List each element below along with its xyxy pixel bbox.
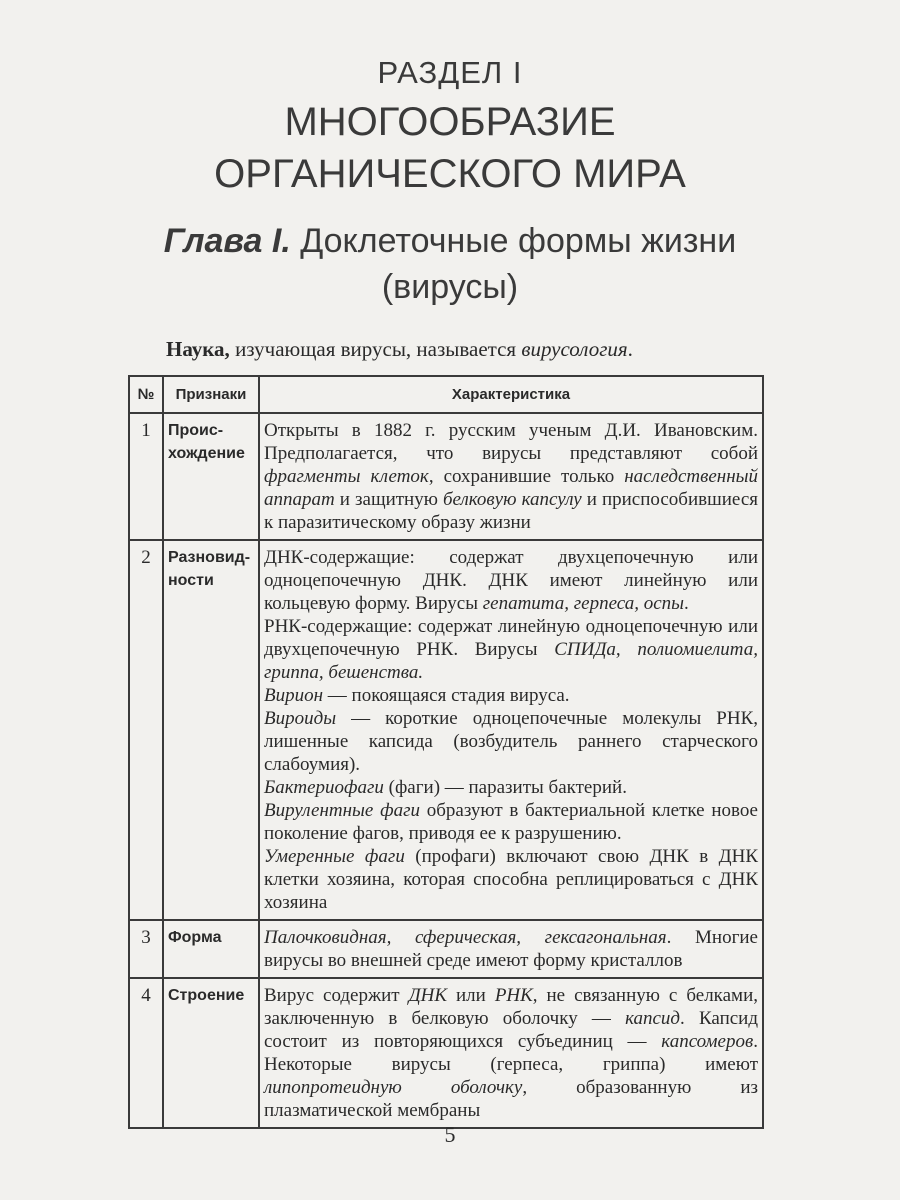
italic-term: ДНК (408, 985, 448, 1006)
section-title-line-1: МНОГООБРАЗИЕ (284, 100, 616, 144)
description-paragraph (264, 799, 758, 845)
description-text: . Некоторые вирусы (герпеса, гриппа) имеют (264, 1031, 758, 1075)
description-text: , образованную из плазматической мембраны (264, 1077, 758, 1121)
description-paragraph (264, 615, 758, 684)
italic-term: капсид (625, 1008, 681, 1029)
table-header-row (129, 376, 763, 413)
description-text: или (447, 985, 495, 1006)
intro-text: изучающая вирусы, называется (229, 337, 522, 361)
intro-sentence (166, 337, 633, 362)
description-text: (фаги) — паразиты бактерий. (383, 777, 627, 798)
description-text: ДНК-содержащие: содержат двухцепочечную или одноцепочечную ДНК. ДНК имеют линейную или кольцевую форму. Вирусы (264, 547, 758, 614)
row-feature: Форма (163, 920, 259, 978)
section-title (0, 96, 900, 200)
description-paragraph (264, 546, 758, 615)
row-feature: Проис- хождение (163, 413, 259, 540)
chapter-number: Глава I. (163, 222, 291, 260)
row-number: 2 (129, 540, 163, 920)
table-row (129, 920, 763, 978)
description-text: . (684, 593, 689, 614)
row-number: 3 (129, 920, 163, 978)
description-text: Открыты в 1882 г. русским ученым Д.И. Ивановским. Предполагается, что вирусы представляют собой (264, 420, 758, 464)
intro-bold: Наука, (166, 337, 230, 361)
italic-term: РНК (494, 985, 533, 1006)
description-text: Вирус содержит (264, 985, 409, 1006)
description-text: . Капсид состоит из повторяющихся субъединиц — (264, 1008, 759, 1052)
row-feature: Разновид- ности (163, 540, 259, 920)
row-description (259, 540, 763, 920)
description-paragraph (264, 776, 758, 799)
row-feature: Строение (163, 978, 259, 1128)
header-feature: Признаки (163, 376, 259, 413)
table-row (129, 540, 763, 920)
row-description (259, 413, 763, 540)
italic-term: Вирулентные фаги (264, 800, 420, 821)
description-text: , сохранившие только (428, 466, 625, 487)
description-paragraph (264, 684, 758, 707)
row-description (259, 978, 763, 1128)
italic-term: Вироиды (264, 708, 337, 729)
italic-term: наследственный аппарат (264, 466, 758, 510)
page-number: 5 (444, 1122, 456, 1147)
italic-term: Вирион (264, 685, 324, 706)
description-text: , не связанную с белками, заключенную в белковую оболочку — (264, 985, 758, 1029)
description-text: РНК-содержащие: содержат линейную одноцепочечную или двухцепочечную РНК. Вирусы (264, 616, 758, 660)
italic-term: липопротеидную оболочку (264, 1077, 523, 1098)
row-description (259, 920, 763, 978)
description-text: . Многие вирусы во внешней среде имеют форму кристаллов (264, 927, 758, 971)
italic-term: Бактериофаги (264, 777, 384, 798)
italic-term: Умеренные фаги (264, 846, 405, 867)
table-row (129, 978, 763, 1128)
intro-term: вирусология (521, 337, 628, 361)
chapter-heading (0, 218, 900, 310)
italic-term: белковую капсулу (442, 489, 582, 510)
table-row (129, 413, 763, 540)
description-text: и защитную (334, 489, 443, 510)
description-text: и приспособившиеся к паразитическому образу жизни (264, 489, 758, 533)
italic-term: СПИДа, полиомиелита, гриппа, бешенства. (264, 639, 759, 683)
description-paragraph (264, 984, 758, 1122)
intro-end: . (627, 337, 633, 361)
description-text: (профаги) включают свою ДНК в ДНК клетки хозяина, которая способна реплицироваться с ДНК хозяина (264, 846, 758, 913)
italic-term: фрагменты клеток (264, 466, 429, 487)
description-text: — покоящаяся стадия вируса. (323, 685, 570, 706)
row-number: 1 (129, 413, 163, 540)
description-paragraph (264, 845, 758, 914)
italic-term: Палочковидная, сферическая, гексагональная (264, 927, 667, 948)
description-paragraph (264, 707, 758, 776)
section-title-line-2: ОРГАНИЧЕСКОГО МИРА (214, 152, 686, 196)
row-number: 4 (129, 978, 163, 1128)
chapter-subtitle: (вирусы) (381, 268, 519, 306)
section-heading: РАЗДЕЛ I (377, 55, 523, 90)
italic-term: капсомеров (661, 1031, 754, 1052)
description-paragraph (264, 419, 758, 534)
description-text: образуют в бактериальной клетке новое поколение фагов, приводя ее к разрушению. (264, 800, 758, 844)
chapter-title: Доклеточные формы жизни (290, 222, 737, 260)
description-text: — короткие одноцепочечные молекулы РНК, лишенные капсида (возбудитель раннего старческого слабоумия). (264, 708, 758, 775)
virus-table (128, 375, 764, 1129)
header-number: № (129, 376, 163, 413)
header-description: Характеристика (259, 376, 763, 413)
description-paragraph (264, 926, 758, 972)
italic-term: гепатита, герпеса, оспы (482, 593, 685, 614)
